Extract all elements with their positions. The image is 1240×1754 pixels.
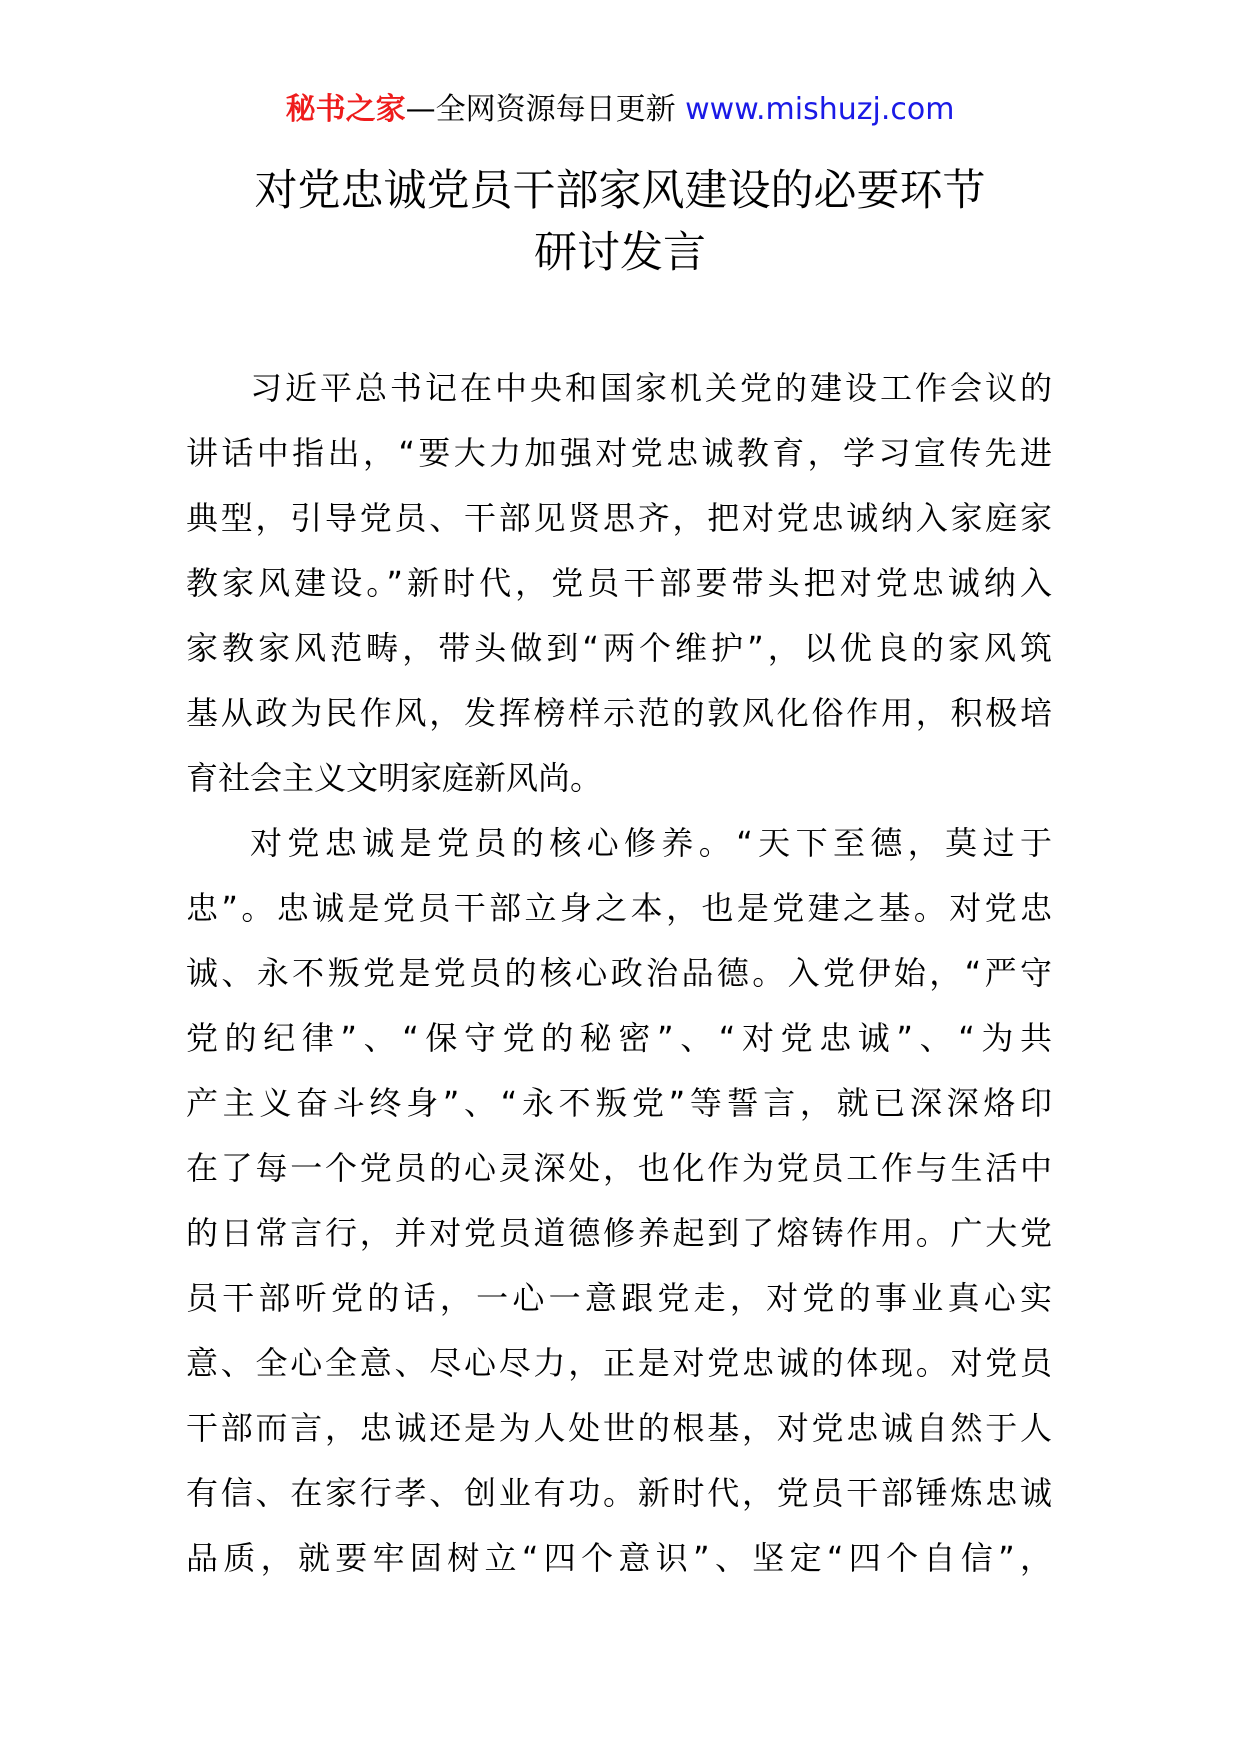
site-tagline: —全网资源每日更新 — [405, 92, 676, 127]
paragraph-1 — [186, 356, 1052, 811]
paragraph-line: 在了每一个党员的心灵深处，也化作为党员工作与生活中 — [186, 1149, 1052, 1187]
paragraph-2 — [186, 811, 1052, 1591]
paragraph-line: 员干部听党的话，一心一意跟党走，对党的事业真心实 — [186, 1279, 1052, 1317]
paragraph-line: 品质，就要牢固树立“四个意识”、坚定“四个自信”， — [186, 1539, 1052, 1577]
title-line-1: 对党忠诚党员干部家风建设的必要环节 — [254, 166, 986, 216]
paragraph-line: 教家风建设。”新时代，党员干部要带头把对党忠诚纳入 — [186, 564, 1052, 602]
site-url-link[interactable]: www.mishuzj.com — [685, 92, 955, 127]
paragraph-line: 有信、在家行孝、创业有功。新时代，党员干部锤炼忠诚 — [186, 1474, 1052, 1512]
paragraph-line: 典型，引导党员、干部见贤思齐，把对党忠诚纳入家庭家 — [186, 499, 1052, 537]
paragraph-line: 意、全心全意、尽心尽力，正是对党忠诚的体现。对党员 — [186, 1344, 1052, 1382]
site-header — [0, 90, 1240, 130]
paragraph-line: 干部而言，忠诚还是为人处世的根基，对党忠诚自然于人 — [186, 1409, 1052, 1447]
paragraph-line: 忠”。忠诚是党员干部立身之本，也是党建之基。对党忠 — [186, 889, 1052, 927]
title-line-2: 研讨发言 — [534, 228, 706, 278]
document-title — [0, 160, 1240, 284]
paragraph-line: 讲话中指出，“要大力加强对党忠诚教育，学习宣传先进 — [186, 434, 1052, 472]
paragraph-line: 育社会主义文明家庭新风尚。 — [186, 759, 603, 797]
paragraph-line: 基从政为民作风，发挥榜样示范的敦风化俗作用，积极培 — [186, 694, 1052, 732]
document-body — [186, 356, 1052, 1591]
paragraph-line: 的日常言行，并对党员道德修养起到了熔铸作用。广大党 — [186, 1214, 1052, 1252]
site-brand: 秘书之家 — [285, 92, 406, 127]
paragraph-line: 家教家风范畴，带头做到“两个维护”，以优良的家风筑 — [186, 629, 1052, 667]
paragraph-line: 党的纪律”、“保守党的秘密”、“对党忠诚”、“为共 — [186, 1019, 1052, 1057]
paragraph-line: 习近平总书记在中央和国家机关党的建设工作会议的 — [250, 369, 1052, 407]
paragraph-line: 产主义奋斗终身”、“永不叛党”等誓言，就已深深烙印 — [186, 1084, 1052, 1122]
paragraph-line: 诚、永不叛党是党员的核心政治品德。入党伊始，“严守 — [186, 954, 1052, 992]
paragraph-line: 对党忠诚是党员的核心修养。“天下至德，莫过于 — [250, 824, 1052, 862]
